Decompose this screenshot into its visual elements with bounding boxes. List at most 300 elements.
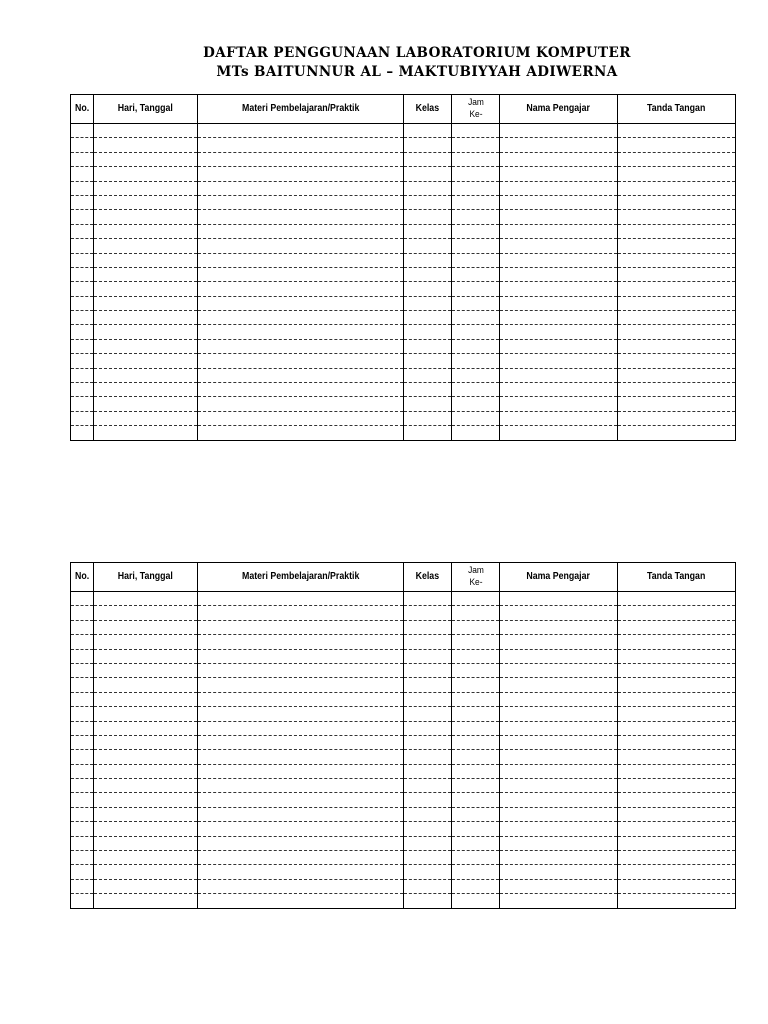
cell-kelas bbox=[404, 779, 452, 793]
cell-no bbox=[71, 592, 94, 606]
cell-nama-pengajar bbox=[500, 721, 618, 735]
cell-nama-pengajar bbox=[500, 750, 618, 764]
table-header-row bbox=[71, 563, 736, 592]
cell-materi bbox=[198, 620, 404, 634]
cell-no bbox=[71, 325, 94, 339]
cell-materi bbox=[198, 239, 404, 253]
table-row bbox=[71, 635, 736, 649]
cell-jam-ke bbox=[452, 793, 500, 807]
cell-tanda-tangan bbox=[618, 822, 736, 836]
cell-nama-pengajar bbox=[500, 224, 618, 238]
cell-materi bbox=[198, 894, 404, 908]
cell-tanda-tangan bbox=[618, 397, 736, 411]
cell-jam-ke bbox=[452, 210, 500, 224]
col-header-nama-pengajar: Nama Pengajar bbox=[500, 563, 618, 592]
table-row bbox=[71, 836, 736, 850]
table-row bbox=[71, 195, 736, 209]
table-row bbox=[71, 397, 736, 411]
cell-no bbox=[71, 635, 94, 649]
title-line-1: DAFTAR PENGGUNAAN LABORATORIUM KOMPUTER bbox=[203, 45, 631, 61]
cell-nama-pengajar bbox=[500, 167, 618, 181]
cell-tanda-tangan bbox=[618, 620, 736, 634]
cell-jam-ke bbox=[452, 383, 500, 397]
usage-log-table-2 bbox=[70, 562, 736, 909]
cell-nama-pengajar bbox=[500, 635, 618, 649]
cell-hari-tanggal bbox=[94, 296, 198, 310]
cell-jam-ke bbox=[452, 807, 500, 821]
cell-materi bbox=[198, 224, 404, 238]
cell-materi bbox=[198, 311, 404, 325]
cell-kelas bbox=[404, 635, 452, 649]
cell-tanda-tangan bbox=[618, 253, 736, 267]
cell-no bbox=[71, 851, 94, 865]
cell-materi bbox=[198, 253, 404, 267]
cell-materi bbox=[198, 411, 404, 425]
cell-jam-ke bbox=[452, 606, 500, 620]
cell-materi bbox=[198, 592, 404, 606]
cell-hari-tanggal bbox=[94, 325, 198, 339]
cell-hari-tanggal bbox=[94, 224, 198, 238]
cell-tanda-tangan bbox=[618, 339, 736, 353]
table-row bbox=[71, 267, 736, 281]
table-row bbox=[71, 606, 736, 620]
cell-tanda-tangan bbox=[618, 411, 736, 425]
cell-tanda-tangan bbox=[618, 663, 736, 677]
cell-materi bbox=[198, 152, 404, 166]
cell-jam-ke bbox=[452, 894, 500, 908]
table-row bbox=[71, 592, 736, 606]
table-row bbox=[71, 750, 736, 764]
cell-kelas bbox=[404, 195, 452, 209]
cell-hari-tanggal bbox=[94, 354, 198, 368]
cell-no bbox=[71, 793, 94, 807]
cell-no bbox=[71, 224, 94, 238]
cell-nama-pengajar bbox=[500, 138, 618, 152]
col-header-materi: Materi Pembelajaran/Praktik bbox=[198, 95, 404, 124]
cell-nama-pengajar bbox=[500, 267, 618, 281]
cell-materi bbox=[198, 138, 404, 152]
cell-no bbox=[71, 267, 94, 281]
cell-tanda-tangan bbox=[618, 368, 736, 382]
cell-nama-pengajar bbox=[500, 311, 618, 325]
table-row bbox=[71, 894, 736, 908]
cell-nama-pengajar bbox=[500, 865, 618, 879]
cell-tanda-tangan bbox=[618, 224, 736, 238]
cell-nama-pengajar bbox=[500, 592, 618, 606]
cell-hari-tanggal bbox=[94, 138, 198, 152]
cell-materi bbox=[198, 282, 404, 296]
cell-kelas bbox=[404, 253, 452, 267]
cell-hari-tanggal bbox=[94, 152, 198, 166]
table-row bbox=[71, 793, 736, 807]
col-header-kelas: Kelas bbox=[404, 563, 452, 592]
cell-kelas bbox=[404, 663, 452, 677]
cell-hari-tanggal bbox=[94, 894, 198, 908]
cell-nama-pengajar bbox=[500, 707, 618, 721]
cell-nama-pengajar bbox=[500, 368, 618, 382]
cell-tanda-tangan bbox=[618, 239, 736, 253]
cell-nama-pengajar bbox=[500, 383, 618, 397]
cell-tanda-tangan bbox=[618, 195, 736, 209]
table-row bbox=[71, 721, 736, 735]
cell-nama-pengajar bbox=[500, 239, 618, 253]
table-row bbox=[71, 152, 736, 166]
cell-materi bbox=[198, 836, 404, 850]
cell-hari-tanggal bbox=[94, 879, 198, 893]
cell-jam-ke bbox=[452, 721, 500, 735]
cell-hari-tanggal bbox=[94, 836, 198, 850]
cell-hari-tanggal bbox=[94, 411, 198, 425]
cell-materi bbox=[198, 865, 404, 879]
col-header-materi: Materi Pembelajaran/Praktik bbox=[198, 563, 404, 592]
cell-jam-ke bbox=[452, 253, 500, 267]
cell-materi bbox=[198, 735, 404, 749]
col-header-tanda-tangan: Tanda Tangan bbox=[618, 95, 736, 124]
col-header-tanda-tangan: Tanda Tangan bbox=[618, 563, 736, 592]
cell-no bbox=[71, 195, 94, 209]
cell-materi bbox=[198, 210, 404, 224]
table-row bbox=[71, 620, 736, 634]
cell-nama-pengajar bbox=[500, 649, 618, 663]
cell-nama-pengajar bbox=[500, 836, 618, 850]
table-row bbox=[71, 822, 736, 836]
cell-jam-ke bbox=[452, 779, 500, 793]
cell-tanda-tangan bbox=[618, 138, 736, 152]
cell-no bbox=[71, 836, 94, 850]
table-row bbox=[71, 649, 736, 663]
cell-no bbox=[71, 426, 94, 440]
col-header-jam-ke: Jam Ke- bbox=[452, 95, 500, 124]
cell-jam-ke bbox=[452, 592, 500, 606]
cell-materi bbox=[198, 807, 404, 821]
cell-materi bbox=[198, 750, 404, 764]
cell-jam-ke bbox=[452, 635, 500, 649]
cell-no bbox=[71, 167, 94, 181]
table-row bbox=[71, 678, 736, 692]
cell-kelas bbox=[404, 735, 452, 749]
cell-hari-tanggal bbox=[94, 750, 198, 764]
table-row bbox=[71, 411, 736, 425]
cell-kelas bbox=[404, 138, 452, 152]
cell-materi bbox=[198, 426, 404, 440]
cell-kelas bbox=[404, 707, 452, 721]
cell-hari-tanggal bbox=[94, 368, 198, 382]
cell-no bbox=[71, 383, 94, 397]
table-row bbox=[71, 325, 736, 339]
cell-jam-ke bbox=[452, 354, 500, 368]
cell-hari-tanggal bbox=[94, 692, 198, 706]
cell-no bbox=[71, 239, 94, 253]
cell-kelas bbox=[404, 368, 452, 382]
cell-hari-tanggal bbox=[94, 167, 198, 181]
cell-nama-pengajar bbox=[500, 606, 618, 620]
document-title bbox=[0, 44, 768, 82]
table-row bbox=[71, 296, 736, 310]
cell-tanda-tangan bbox=[618, 152, 736, 166]
cell-nama-pengajar bbox=[500, 851, 618, 865]
table-row bbox=[71, 764, 736, 778]
table-row bbox=[71, 311, 736, 325]
cell-nama-pengajar bbox=[500, 282, 618, 296]
cell-kelas bbox=[404, 224, 452, 238]
cell-jam-ke bbox=[452, 311, 500, 325]
cell-nama-pengajar bbox=[500, 411, 618, 425]
table-row bbox=[71, 210, 736, 224]
cell-materi bbox=[198, 851, 404, 865]
cell-tanda-tangan bbox=[618, 354, 736, 368]
table-row bbox=[71, 224, 736, 238]
table-row bbox=[71, 239, 736, 253]
cell-nama-pengajar bbox=[500, 325, 618, 339]
cell-jam-ke bbox=[452, 649, 500, 663]
table-row bbox=[71, 735, 736, 749]
cell-nama-pengajar bbox=[500, 124, 618, 138]
cell-hari-tanggal bbox=[94, 592, 198, 606]
cell-materi bbox=[198, 124, 404, 138]
cell-no bbox=[71, 311, 94, 325]
cell-jam-ke bbox=[452, 426, 500, 440]
cell-tanda-tangan bbox=[618, 793, 736, 807]
cell-kelas bbox=[404, 267, 452, 281]
cell-no bbox=[71, 152, 94, 166]
cell-tanda-tangan bbox=[618, 764, 736, 778]
cell-materi bbox=[198, 606, 404, 620]
cell-jam-ke bbox=[452, 339, 500, 353]
table-row bbox=[71, 663, 736, 677]
cell-hari-tanggal bbox=[94, 253, 198, 267]
cell-jam-ke bbox=[452, 397, 500, 411]
table-row bbox=[71, 426, 736, 440]
cell-nama-pengajar bbox=[500, 735, 618, 749]
cell-kelas bbox=[404, 836, 452, 850]
cell-tanda-tangan bbox=[618, 779, 736, 793]
cell-kelas bbox=[404, 793, 452, 807]
cell-jam-ke bbox=[452, 239, 500, 253]
cell-tanda-tangan bbox=[618, 750, 736, 764]
cell-nama-pengajar bbox=[500, 210, 618, 224]
cell-no bbox=[71, 764, 94, 778]
cell-tanda-tangan bbox=[618, 692, 736, 706]
cell-hari-tanggal bbox=[94, 383, 198, 397]
table-row bbox=[71, 354, 736, 368]
cell-kelas bbox=[404, 152, 452, 166]
table-row bbox=[71, 779, 736, 793]
cell-jam-ke bbox=[452, 764, 500, 778]
cell-jam-ke bbox=[452, 750, 500, 764]
col-header-jam-ke: Jam Ke- bbox=[452, 563, 500, 592]
table-row bbox=[71, 282, 736, 296]
cell-jam-ke bbox=[452, 663, 500, 677]
cell-no bbox=[71, 707, 94, 721]
cell-kelas bbox=[404, 851, 452, 865]
cell-kelas bbox=[404, 426, 452, 440]
cell-kelas bbox=[404, 822, 452, 836]
cell-materi bbox=[198, 397, 404, 411]
col-header-hari-tanggal: Hari, Tanggal bbox=[94, 95, 198, 124]
cell-no bbox=[71, 678, 94, 692]
cell-hari-tanggal bbox=[94, 267, 198, 281]
cell-jam-ke bbox=[452, 707, 500, 721]
cell-hari-tanggal bbox=[94, 635, 198, 649]
cell-nama-pengajar bbox=[500, 779, 618, 793]
cell-tanda-tangan bbox=[618, 311, 736, 325]
cell-hari-tanggal bbox=[94, 663, 198, 677]
table-row bbox=[71, 167, 736, 181]
cell-hari-tanggal bbox=[94, 195, 198, 209]
cell-hari-tanggal bbox=[94, 807, 198, 821]
cell-kelas bbox=[404, 750, 452, 764]
cell-tanda-tangan bbox=[618, 807, 736, 821]
cell-hari-tanggal bbox=[94, 822, 198, 836]
cell-no bbox=[71, 253, 94, 267]
cell-nama-pengajar bbox=[500, 620, 618, 634]
cell-jam-ke bbox=[452, 620, 500, 634]
cell-kelas bbox=[404, 692, 452, 706]
cell-no bbox=[71, 822, 94, 836]
cell-kelas bbox=[404, 311, 452, 325]
cell-tanda-tangan bbox=[618, 735, 736, 749]
table-row bbox=[71, 138, 736, 152]
cell-tanda-tangan bbox=[618, 606, 736, 620]
cell-jam-ke bbox=[452, 678, 500, 692]
cell-hari-tanggal bbox=[94, 649, 198, 663]
cell-hari-tanggal bbox=[94, 282, 198, 296]
cell-materi bbox=[198, 354, 404, 368]
cell-jam-ke bbox=[452, 181, 500, 195]
cell-kelas bbox=[404, 764, 452, 778]
cell-tanda-tangan bbox=[618, 721, 736, 735]
cell-kelas bbox=[404, 210, 452, 224]
cell-jam-ke bbox=[452, 282, 500, 296]
cell-hari-tanggal bbox=[94, 181, 198, 195]
cell-no bbox=[71, 339, 94, 353]
cell-no bbox=[71, 210, 94, 224]
cell-nama-pengajar bbox=[500, 181, 618, 195]
cell-no bbox=[71, 879, 94, 893]
table-row bbox=[71, 383, 736, 397]
cell-hari-tanggal bbox=[94, 721, 198, 735]
cell-jam-ke bbox=[452, 836, 500, 850]
cell-kelas bbox=[404, 339, 452, 353]
cell-nama-pengajar bbox=[500, 397, 618, 411]
usage-log-table-1 bbox=[70, 94, 736, 441]
cell-nama-pengajar bbox=[500, 692, 618, 706]
table-row bbox=[71, 368, 736, 382]
cell-tanda-tangan bbox=[618, 325, 736, 339]
cell-jam-ke bbox=[452, 152, 500, 166]
cell-no bbox=[71, 368, 94, 382]
cell-hari-tanggal bbox=[94, 793, 198, 807]
cell-no bbox=[71, 750, 94, 764]
cell-kelas bbox=[404, 592, 452, 606]
cell-jam-ke bbox=[452, 879, 500, 893]
cell-tanda-tangan bbox=[618, 649, 736, 663]
cell-kelas bbox=[404, 325, 452, 339]
cell-jam-ke bbox=[452, 224, 500, 238]
cell-materi bbox=[198, 793, 404, 807]
cell-nama-pengajar bbox=[500, 195, 618, 209]
col-header-nama-pengajar: Nama Pengajar bbox=[500, 95, 618, 124]
cell-no bbox=[71, 354, 94, 368]
cell-hari-tanggal bbox=[94, 606, 198, 620]
cell-materi bbox=[198, 368, 404, 382]
cell-materi bbox=[198, 383, 404, 397]
table-row bbox=[71, 124, 736, 138]
col-header-no: No. bbox=[71, 563, 94, 592]
cell-no bbox=[71, 411, 94, 425]
cell-tanda-tangan bbox=[618, 167, 736, 181]
cell-tanda-tangan bbox=[618, 894, 736, 908]
cell-no bbox=[71, 779, 94, 793]
cell-no bbox=[71, 282, 94, 296]
cell-kelas bbox=[404, 181, 452, 195]
cell-jam-ke bbox=[452, 692, 500, 706]
cell-jam-ke bbox=[452, 325, 500, 339]
cell-kelas bbox=[404, 354, 452, 368]
cell-tanda-tangan bbox=[618, 592, 736, 606]
cell-no bbox=[71, 124, 94, 138]
cell-hari-tanggal bbox=[94, 339, 198, 353]
cell-nama-pengajar bbox=[500, 296, 618, 310]
cell-jam-ke bbox=[452, 138, 500, 152]
cell-materi bbox=[198, 167, 404, 181]
cell-no bbox=[71, 606, 94, 620]
cell-hari-tanggal bbox=[94, 210, 198, 224]
cell-materi bbox=[198, 764, 404, 778]
cell-tanda-tangan bbox=[618, 124, 736, 138]
cell-jam-ke bbox=[452, 267, 500, 281]
table-row bbox=[71, 339, 736, 353]
cell-tanda-tangan bbox=[618, 383, 736, 397]
cell-no bbox=[71, 865, 94, 879]
cell-kelas bbox=[404, 296, 452, 310]
cell-nama-pengajar bbox=[500, 663, 618, 677]
cell-hari-tanggal bbox=[94, 764, 198, 778]
cell-tanda-tangan bbox=[618, 678, 736, 692]
table-row bbox=[71, 865, 736, 879]
table-row bbox=[71, 879, 736, 893]
cell-materi bbox=[198, 721, 404, 735]
cell-hari-tanggal bbox=[94, 851, 198, 865]
table-row bbox=[71, 253, 736, 267]
cell-kelas bbox=[404, 865, 452, 879]
cell-hari-tanggal bbox=[94, 239, 198, 253]
cell-tanda-tangan bbox=[618, 426, 736, 440]
cell-hari-tanggal bbox=[94, 426, 198, 440]
cell-materi bbox=[198, 635, 404, 649]
cell-no bbox=[71, 894, 94, 908]
cell-kelas bbox=[404, 807, 452, 821]
cell-nama-pengajar bbox=[500, 793, 618, 807]
cell-no bbox=[71, 692, 94, 706]
cell-jam-ke bbox=[452, 851, 500, 865]
cell-nama-pengajar bbox=[500, 354, 618, 368]
cell-nama-pengajar bbox=[500, 822, 618, 836]
cell-materi bbox=[198, 692, 404, 706]
cell-tanda-tangan bbox=[618, 851, 736, 865]
cell-jam-ke bbox=[452, 195, 500, 209]
cell-hari-tanggal bbox=[94, 678, 198, 692]
cell-no bbox=[71, 735, 94, 749]
cell-nama-pengajar bbox=[500, 879, 618, 893]
cell-nama-pengajar bbox=[500, 764, 618, 778]
cell-nama-pengajar bbox=[500, 426, 618, 440]
cell-nama-pengajar bbox=[500, 807, 618, 821]
cell-jam-ke bbox=[452, 735, 500, 749]
cell-kelas bbox=[404, 678, 452, 692]
cell-materi bbox=[198, 822, 404, 836]
cell-materi bbox=[198, 325, 404, 339]
